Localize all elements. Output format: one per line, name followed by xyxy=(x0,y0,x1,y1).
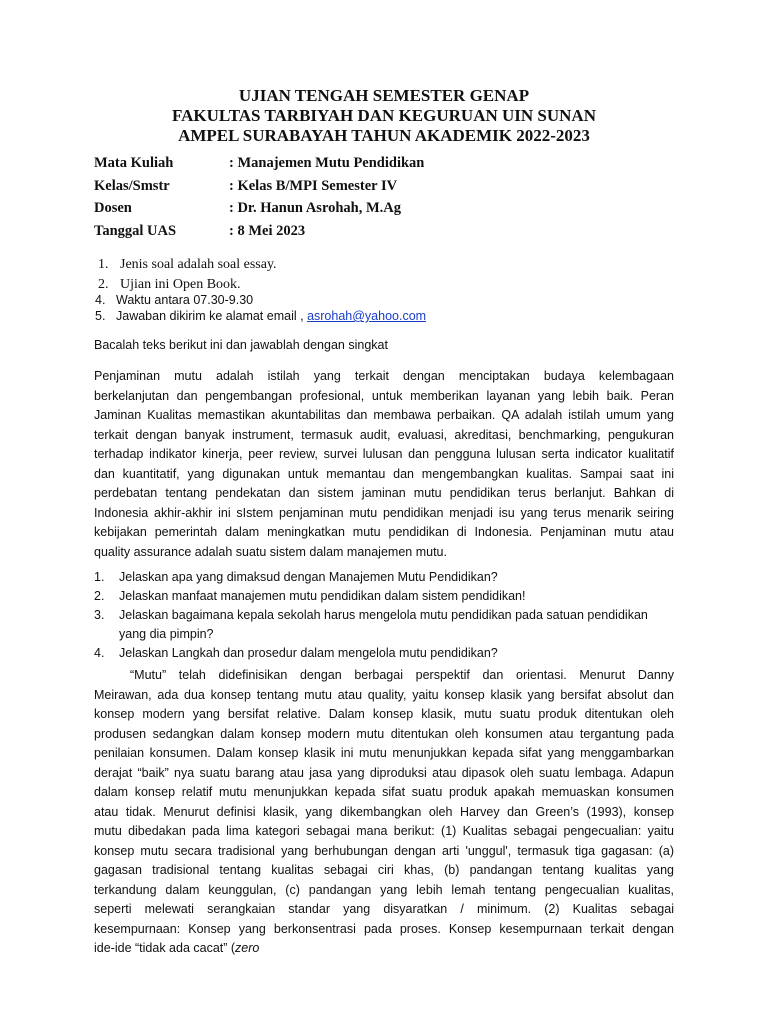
instruction-text: Waktu antara 07.30-9.30 xyxy=(116,293,254,307)
instruction-number: 2. xyxy=(98,277,109,292)
paragraph-line: dan kuantitatif, yang digunakan untuk memantau dan mengembangkan kualitas. Sampai saat ini xyxy=(94,466,674,481)
question-text: Jelaskan apa yang dimaksud dengan Manajemen Mutu Pendidikan? xyxy=(119,570,498,584)
question-item xyxy=(94,606,674,644)
info-value: : Dr. Hanun Asrohah, M.Ag xyxy=(229,200,402,217)
info-label: Kelas/Smstr xyxy=(94,177,170,194)
info-value: : Manajemen Mutu Pendidikan xyxy=(229,155,425,171)
instruction-text: Ujian ini Open Book. xyxy=(120,277,241,292)
paragraph-line: seperti melewati serangkaian standar yang disyaratkan / minimum. (2) Kualitas sebagai xyxy=(94,902,674,916)
instruction-number: 4. xyxy=(95,293,106,307)
info-row-lecturer xyxy=(94,197,424,220)
info-label: Tanggal UAS xyxy=(94,223,177,240)
instruction-number: 1. xyxy=(98,257,109,272)
paragraph-line: Jaminan Kualitas memastikan akuntabilitas dan membawa perbaikan. QA adalah istilah umum yang xyxy=(94,408,674,422)
instruction-item xyxy=(98,255,277,275)
paragraph-quality-assurance xyxy=(94,367,674,562)
paragraph-line: kesempurnaan: Konsep yang berkonsentrasi pada proses. Konsep kesempurnaan terkait dengan xyxy=(94,921,674,936)
paragraph-line: berkelanjutan dan pengembangan profesional, untuk memberikan layanan yang lebih baik. Peran xyxy=(94,388,674,403)
paragraph-line: derajat “baik” nya suatu barang atau jasa yang diproduksi atau dipasok oleh suatu lembaga. Adapun xyxy=(94,765,674,780)
reading-prompt: Bacalah teks berikut ini dan jawablah dengan singkat xyxy=(94,338,388,352)
info-label: Dosen xyxy=(94,200,132,217)
info-row-class xyxy=(94,175,424,198)
paragraph-line: Meirawan, ada dua konsep tentang mutu atau quality, yaitu konsep klasik yang bersifat absolut dan xyxy=(94,687,674,702)
paragraph-line: terkandung dalam keunggulan, (c) pandangan yang lebih lemah tentang pengecualian kualitas, xyxy=(94,882,674,897)
exam-title xyxy=(60,86,708,146)
question-list xyxy=(94,568,674,663)
instruction-item xyxy=(95,308,426,325)
question-text: Jelaskan Langkah dan prosedur dalam mengelola mutu pendidikan? xyxy=(119,646,498,660)
question-number: 4. xyxy=(94,646,105,660)
instruction-item xyxy=(95,292,253,309)
paragraph-line: terhadap indikator kinerja, peer review, survei lulusan dan pengguna lulusan serta indicator kualitatif xyxy=(94,447,674,461)
info-row-course xyxy=(94,152,424,175)
instruction-text: Jawaban dikirim ke alamat email , xyxy=(116,309,304,323)
title-line-3: AMPEL SURABAYAH TAHUN AKADEMIK 2022-2023 xyxy=(178,126,590,145)
info-value: : 8 Mei 2023 xyxy=(229,223,306,240)
paragraph-line: quality assurance adalah suatu sistem dalam manajemen mutu. xyxy=(94,544,447,559)
instruction-number: 5. xyxy=(95,309,106,323)
question-item xyxy=(94,644,674,663)
instruction-text: Jenis soal adalah soal essay. xyxy=(120,257,277,272)
paragraph-line: “Mutu” telah didefinisikan dengan berbagai perspektif dan orientasi. Menurut Danny xyxy=(130,668,674,682)
paragraph-line: kebijakan pemerintah dalam meningkatkan mutu pendidikan di Indonesia. Penjaminan mutu atau xyxy=(94,525,674,539)
paragraph-line: Indonesia akhir-akhir ini sIstem penjaminan mutu pendidikan menjadi isu yang terus menarik seiring xyxy=(94,505,674,520)
question-item xyxy=(94,587,674,606)
paragraph-line: Penjaminan mutu adalah istilah yang terkait dengan menciptakan budaya kelembagaan xyxy=(94,369,674,383)
title-line-2: FAKULTAS TARBIYAH DAN KEGURUAN UIN SUNAN xyxy=(172,106,596,125)
question-text: Jelaskan manfaat manajemen mutu pendidikan dalam sistem pendidikan! xyxy=(119,589,526,603)
question-number: 1. xyxy=(94,570,105,584)
info-value: : Kelas B/MPI Semester IV xyxy=(229,177,398,194)
paragraph-line: terkait dengan banyak instrument, termasuk audit, evaluasi, akreditasi, benchmarking, pengukuran xyxy=(94,427,674,442)
question-number: 3. xyxy=(94,608,105,622)
question-text: Jelaskan bagaimana kepala sekolah harus mengelola mutu pendidikan pada satuan pendidikan yang dia pimpin? xyxy=(119,608,648,641)
course-info xyxy=(94,152,424,243)
question-item xyxy=(94,568,674,587)
paragraph-line: konsep modern yang bersifat relative. Dalam konsep klasik, mutu suatu produk ditentukan oleh xyxy=(94,707,674,721)
paragraph-tail-italic: zero xyxy=(235,941,260,955)
paragraph-quality-definition xyxy=(94,666,674,959)
paragraph-line: gagasan tradisional tentang kualitas sebagai ciri khas, (b) pandangan tentang kualitas yang xyxy=(94,863,674,877)
info-row-date xyxy=(94,220,424,243)
paragraph-line: konsep mutu secara tradisional yang berhubungan dengan arti 'unggul', termasuk tiga gagasan: (a) xyxy=(94,843,674,858)
title-line-1: UJIAN TENGAH SEMESTER GENAP xyxy=(238,86,530,105)
paragraph-line: dalam konsep relatif mutu menunjukkan kepada sifat suatu produk apakah memuaskan konsumen xyxy=(94,785,674,799)
paragraph-line: produsen sedangkan dalam konsep modern mutu ditentukan oleh konsumen atau tergantung pada xyxy=(94,726,674,741)
paragraph-line-tail xyxy=(94,939,674,959)
question-number: 2. xyxy=(94,589,105,603)
paragraph-line: perdebatan tentang pendekatan dan sistem jaminan mutu pendidikan terus berlanjut. Bahkan di xyxy=(94,486,674,500)
paragraph-tail-text: ide-ide “tidak ada cacat” ( xyxy=(94,941,236,955)
info-label: Mata Kuliah xyxy=(94,155,174,171)
email-link[interactable]: asrohah@yahoo.com xyxy=(307,309,427,323)
paragraph-line: mutu dibedakan pada lima kategori sebagai mana berikut: (1) Kualitas sebagai pengecualian: yaitu xyxy=(94,824,674,838)
paragraph-line: atau tidak. Menurut definisi klasik, yang dikembangkan oleh Harvey dan Green’s (1993), konsep xyxy=(94,804,674,819)
paragraph-line: penilaian konsumen. Dalam konsep klasik ini mutu menunjukkan kepada sifat yang menggambarkan xyxy=(94,746,674,760)
